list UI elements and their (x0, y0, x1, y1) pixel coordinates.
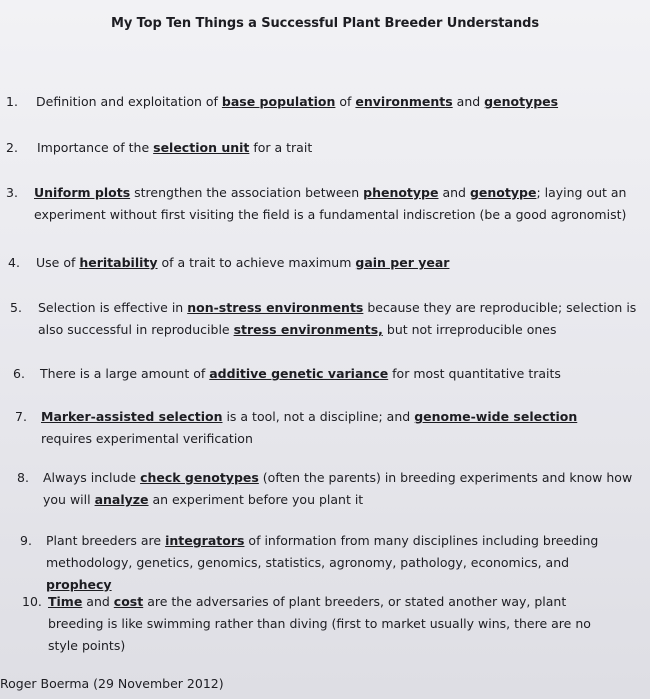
item-number: 9. (20, 533, 32, 548)
item-text (38, 297, 638, 341)
item-text-fragment: because they are reproducible; selection is also successful in reproducible (38, 300, 637, 337)
item-text-fragment: Definition and exploitation of (36, 94, 222, 109)
item-number: 3. (6, 185, 18, 200)
item-text-fragment: are the adversaries of plant breeders, or stated another way, plant breeding is like swimming rather than diving (first to market usually wins, there are no style points) (48, 594, 591, 653)
key-term: environments (355, 94, 453, 109)
item-text-fragment: Always include (43, 470, 141, 485)
item-text-fragment: but not irreproducible ones (382, 322, 557, 337)
key-term: Uniform plots (34, 185, 131, 200)
item-text-fragment: and (82, 594, 114, 609)
key-term: integrators (165, 533, 245, 548)
item-text-fragment: of information from many disciplines including breeding methodology, genetics, genomics, statistics, agronomy, pathology, economics, and (46, 533, 599, 570)
item-text (43, 467, 639, 511)
item-number: 8. (17, 470, 29, 485)
item-number: 5. (10, 300, 22, 315)
item-number: 4. (8, 255, 20, 270)
item-text-fragment: Plant breeders are (46, 533, 166, 548)
item-text (36, 252, 626, 274)
key-term: genome-wide selection (414, 409, 578, 424)
item-number: 1. (6, 94, 18, 109)
document-title: My Top Ten Things a Successful Plant Breeder Understands (110, 16, 540, 31)
key-term: non-stress environments (187, 300, 364, 315)
item-text (46, 530, 616, 596)
item-number: 10. (22, 594, 42, 609)
key-term: prophecy (46, 577, 112, 592)
key-term: base population (221, 94, 336, 109)
item-text (40, 363, 630, 385)
item-text-fragment: is a tool, not a discipline; and (222, 409, 415, 424)
signature: Roger Boerma (29 November 2012) (0, 676, 224, 691)
key-term: selection unit (153, 140, 250, 155)
key-term: analyze (94, 492, 149, 507)
item-number: 7. (15, 409, 27, 424)
key-term: Time (48, 594, 83, 609)
item-text-fragment: Importance of the (37, 140, 154, 155)
key-term: genotypes (484, 94, 559, 109)
item-text-fragment: ; laying out an experiment without first visiting the field is a fundamental indiscretion (be a good agronomist) (34, 185, 627, 222)
item-text-fragment: (often the parents) in breeding experiments and know how you will (43, 470, 633, 507)
item-text-fragment: requires experimental verification (41, 431, 253, 446)
item-text-fragment: and (452, 94, 485, 109)
key-term: Marker-assisted selection (41, 409, 223, 424)
item-text-fragment: Selection is effective in (38, 300, 188, 315)
item-text-fragment: for a trait (249, 140, 313, 155)
key-term: stress environments, (233, 322, 383, 337)
item-text-fragment: Use of (36, 255, 80, 270)
key-term: genotype (469, 185, 537, 200)
item-text (34, 182, 644, 226)
item-text-fragment: strengthen the association between (130, 185, 364, 200)
key-term: heritability (79, 255, 158, 270)
item-number: 6. (13, 366, 25, 381)
item-text-fragment: for most quantitative traits (388, 366, 561, 381)
item-text (41, 406, 631, 450)
item-text-fragment: There is a large amount of (40, 366, 210, 381)
item-text-fragment: of (335, 94, 356, 109)
key-term: cost (113, 594, 144, 609)
item-text (37, 137, 627, 159)
key-term: check genotypes (140, 470, 259, 485)
item-text (48, 591, 618, 657)
item-text-fragment: of a trait to achieve maximum (157, 255, 356, 270)
key-term: phenotype (363, 185, 439, 200)
key-term: gain per year (355, 255, 450, 270)
key-term: additive genetic variance (209, 366, 389, 381)
item-text-fragment: and (438, 185, 470, 200)
item-number: 2. (6, 140, 18, 155)
item-text (36, 91, 626, 113)
item-text-fragment: an experiment before you plant it (148, 492, 364, 507)
